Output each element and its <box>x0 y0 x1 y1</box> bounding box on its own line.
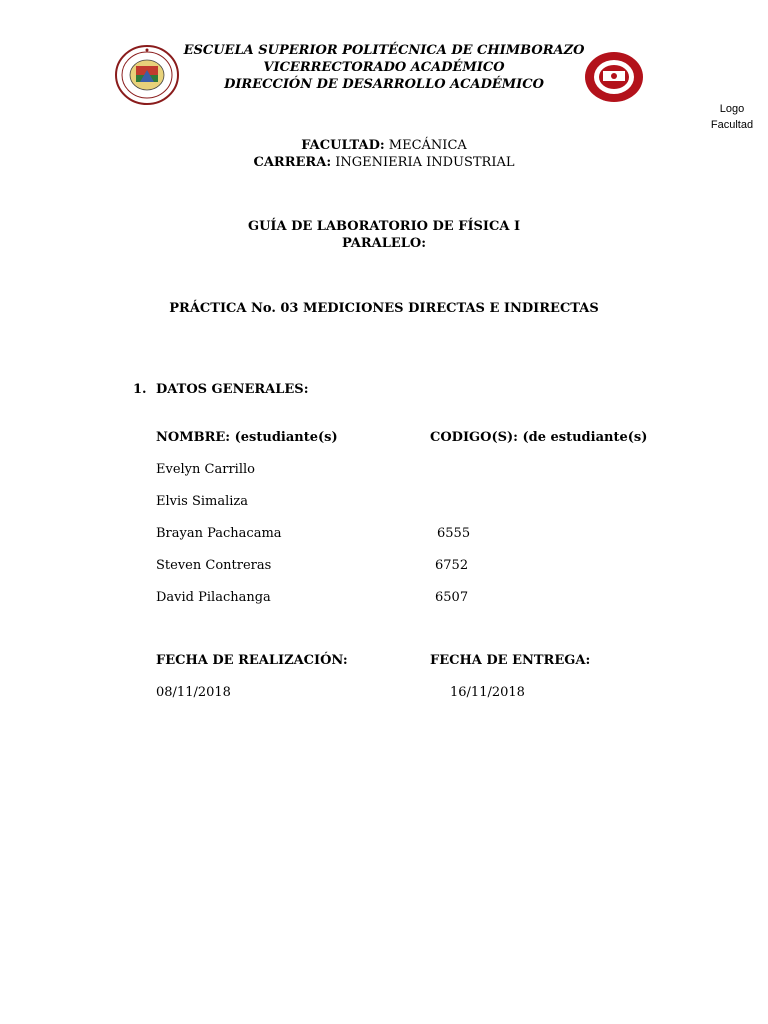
paralelo-label: PARALELO: <box>341 236 427 251</box>
student-name: Steven Contreras <box>156 558 272 573</box>
facultad-value: MECÁNICA <box>388 138 467 153</box>
fecha-entrega-value: 16/11/2018 <box>450 685 525 700</box>
student-code: 6507 <box>435 590 469 605</box>
section-number: 1. <box>133 382 147 397</box>
header-vicerrectorado: VICERRECTORADO ACADÉMICO <box>263 60 505 75</box>
fecha-entrega-label: FECHA DE ENTREGA: <box>430 653 591 668</box>
logo-note-2: Facultad <box>710 119 754 131</box>
student-name: David Pilachanga <box>156 590 271 605</box>
carrera-value: INGENIERIA INDUSTRIAL <box>335 155 515 170</box>
student-code: 6752 <box>435 558 469 573</box>
facultad-line <box>0 138 768 153</box>
code-header: CODIGO(S): (de estudiante(s) <box>430 430 648 445</box>
carrera-line <box>0 155 768 170</box>
student-name: Brayan Pachacama <box>156 526 282 541</box>
facultad-label: FACULTAD: <box>301 138 385 153</box>
logo-note-1: Logo <box>719 103 745 115</box>
fecha-realizacion-label: FECHA DE REALIZACIÓN: <box>156 653 348 668</box>
name-header: NOMBRE: (estudiante(s) <box>156 430 338 445</box>
header-institution: ESCUELA SUPERIOR POLITÉCNICA DE CHIMBORAZO <box>183 43 585 58</box>
guide-title: GUÍA DE LABORATORIO DE FÍSICA I <box>247 219 521 234</box>
student-name: Elvis Simaliza <box>156 494 249 509</box>
header-direccion: DIRECCIÓN DE DESARROLLO ACADÉMICO <box>224 77 544 92</box>
student-name: Evelyn Carrillo <box>156 462 255 477</box>
student-code: 6555 <box>437 526 471 541</box>
fecha-realizacion-value: 08/11/2018 <box>156 685 231 700</box>
practice-title: PRÁCTICA No. 03 MEDICIONES DIRECTAS E INDIRECTAS <box>169 301 599 316</box>
carrera-label: CARRERA: <box>253 155 332 170</box>
section-title: DATOS GENERALES: <box>156 382 309 397</box>
